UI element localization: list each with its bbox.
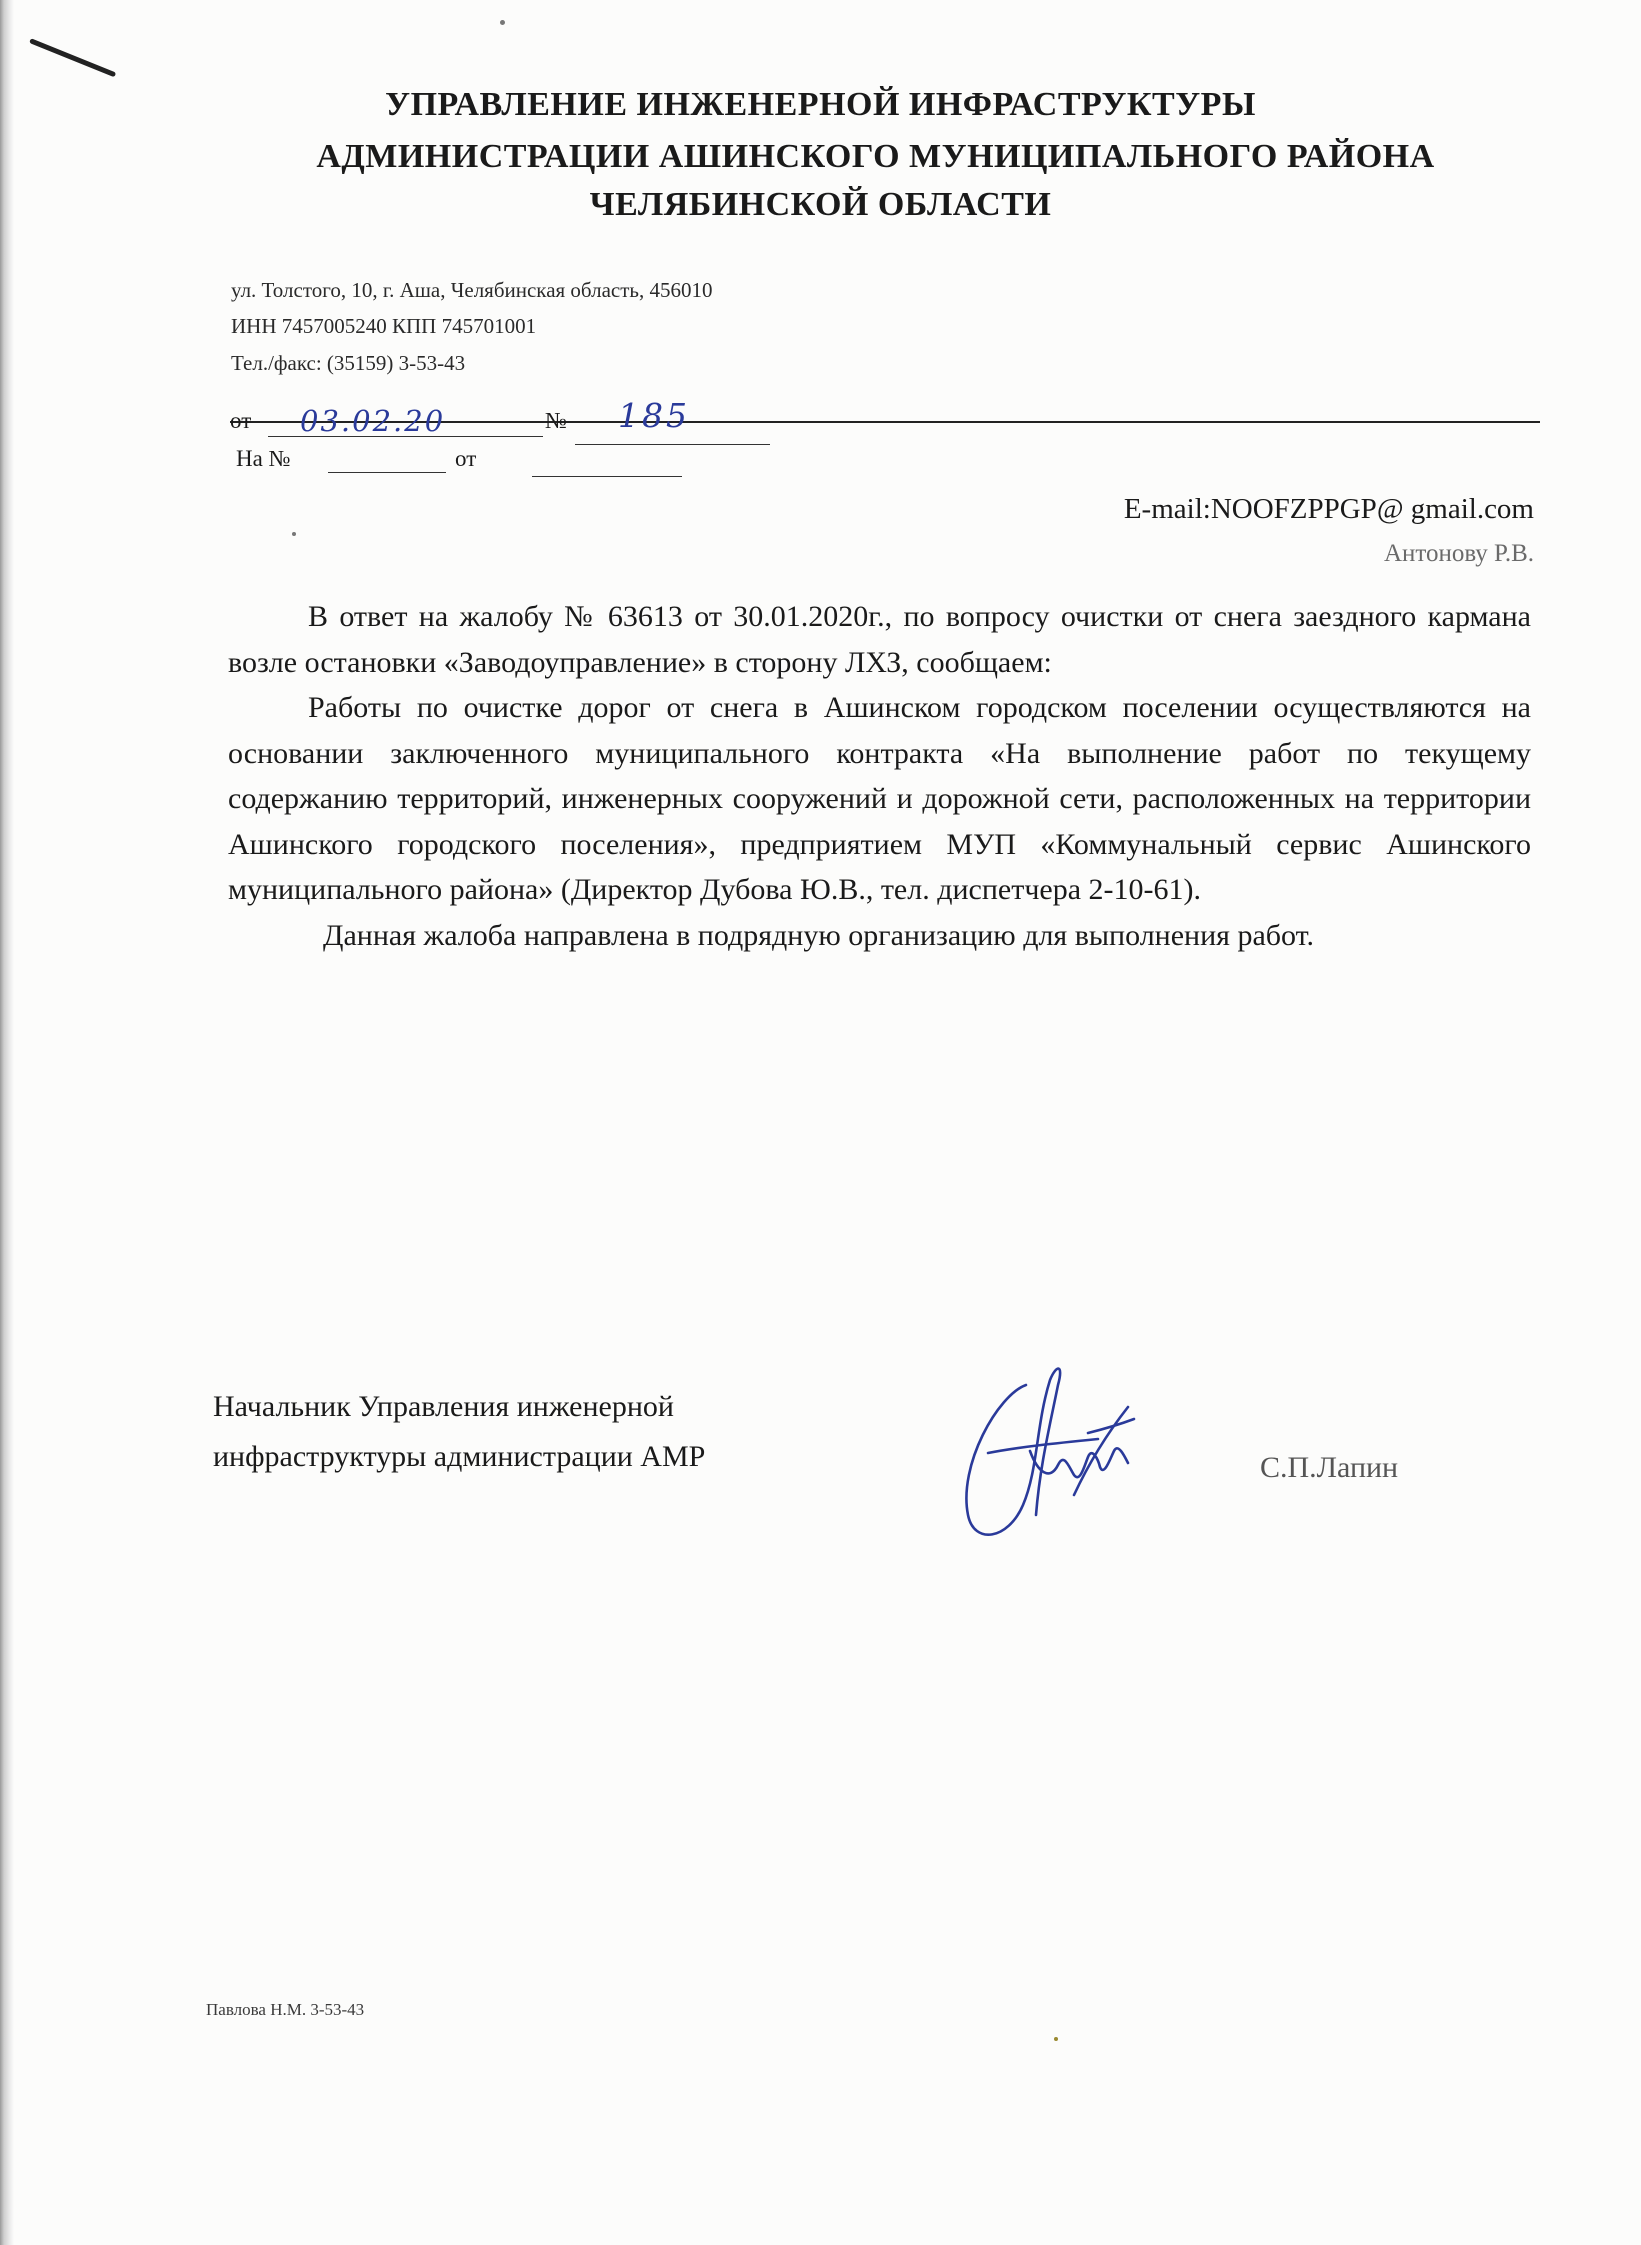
reg-date-label: от — [230, 408, 252, 433]
letterhead-line-3: ЧЕЛЯБИНСКОЙ ОБЛАСТИ — [589, 186, 1052, 223]
reply-from-label: от — [455, 446, 477, 471]
sender-address: ул. Толстого, 10, г. Аша, Челябинская область, 456010 — [231, 278, 713, 302]
signatory-position-line-1: Начальник Управления инженерной — [213, 1390, 674, 1423]
reg-date-handwritten: 03.02.20 — [300, 404, 446, 438]
sender-phone: Тел./факс: (35159) 3-53-43 — [231, 351, 466, 375]
reg-number-underline — [575, 444, 770, 445]
scan-dust-dot — [500, 20, 505, 25]
body-paragraph-2: Работы по очистке дорог от снега в Ашинском городском поселении осуществляются на основании заключенного муниципального контракта «На выполнение работ по текущему содержанию территорий, инженерных сооружений и дорожной сети, расположенных на территории Ашинского городского поселения», предприятием МУП «Коммунальный сервис Ашинского муниципального района» (Директор Дубова Ю.В., тел. диспетчера 2-10-61). — [228, 691, 1531, 906]
recipient-email: E-mail:NOOFZPPGP@ gmail.com — [1123, 493, 1534, 525]
body-paragraph-3: Данная жалоба направлена в подрядную организацию для выполнения работ. — [323, 918, 1314, 952]
letterhead-line-2: АДМИНИСТРАЦИИ АШИНСКОГО МУНИЦИПАЛЬНОГО РАЙОНА — [316, 138, 1435, 175]
handwritten-signature — [938, 1355, 1168, 1555]
reply-from-underline — [532, 476, 682, 477]
letter-body — [228, 594, 1531, 958]
reply-to-label: На № — [236, 446, 291, 471]
body-paragraph-1: В ответ на жалобу № 63613 от 30.01.2020г., по вопросу очистки от снега заездного кармана возле остановки «Заводоуправление» в сторону ЛХЗ, сообщаем: — [228, 600, 1531, 679]
reg-number-handwritten: 185 — [618, 396, 690, 435]
scan-shadow-edge — [0, 0, 14, 2245]
signatory-position — [213, 1382, 705, 1482]
scan-dust-dot — [292, 532, 296, 536]
letterhead-line-1: УПРАВЛЕНИЕ ИНЖЕНЕРНОЙ ИНФРАСТРУКТУРЫ — [385, 86, 1256, 123]
signatory-position-line-2: инфраструктуры администрации АМР — [213, 1440, 706, 1473]
signatory-name: С.П.Лапин — [1260, 1451, 1399, 1484]
recipient-name: Антонову Р.В. — [1383, 540, 1534, 567]
executor-footer: Павлова Н.М. 3-53-43 — [206, 2000, 365, 2019]
scan-dust-dot — [1054, 2037, 1058, 2041]
sender-inn-kpp: ИНН 7457005240 КПП 745701001 — [231, 314, 537, 338]
reg-number-label: № — [545, 408, 567, 433]
scan-artifact-mark — [29, 38, 116, 77]
reply-to-underline — [328, 472, 446, 473]
